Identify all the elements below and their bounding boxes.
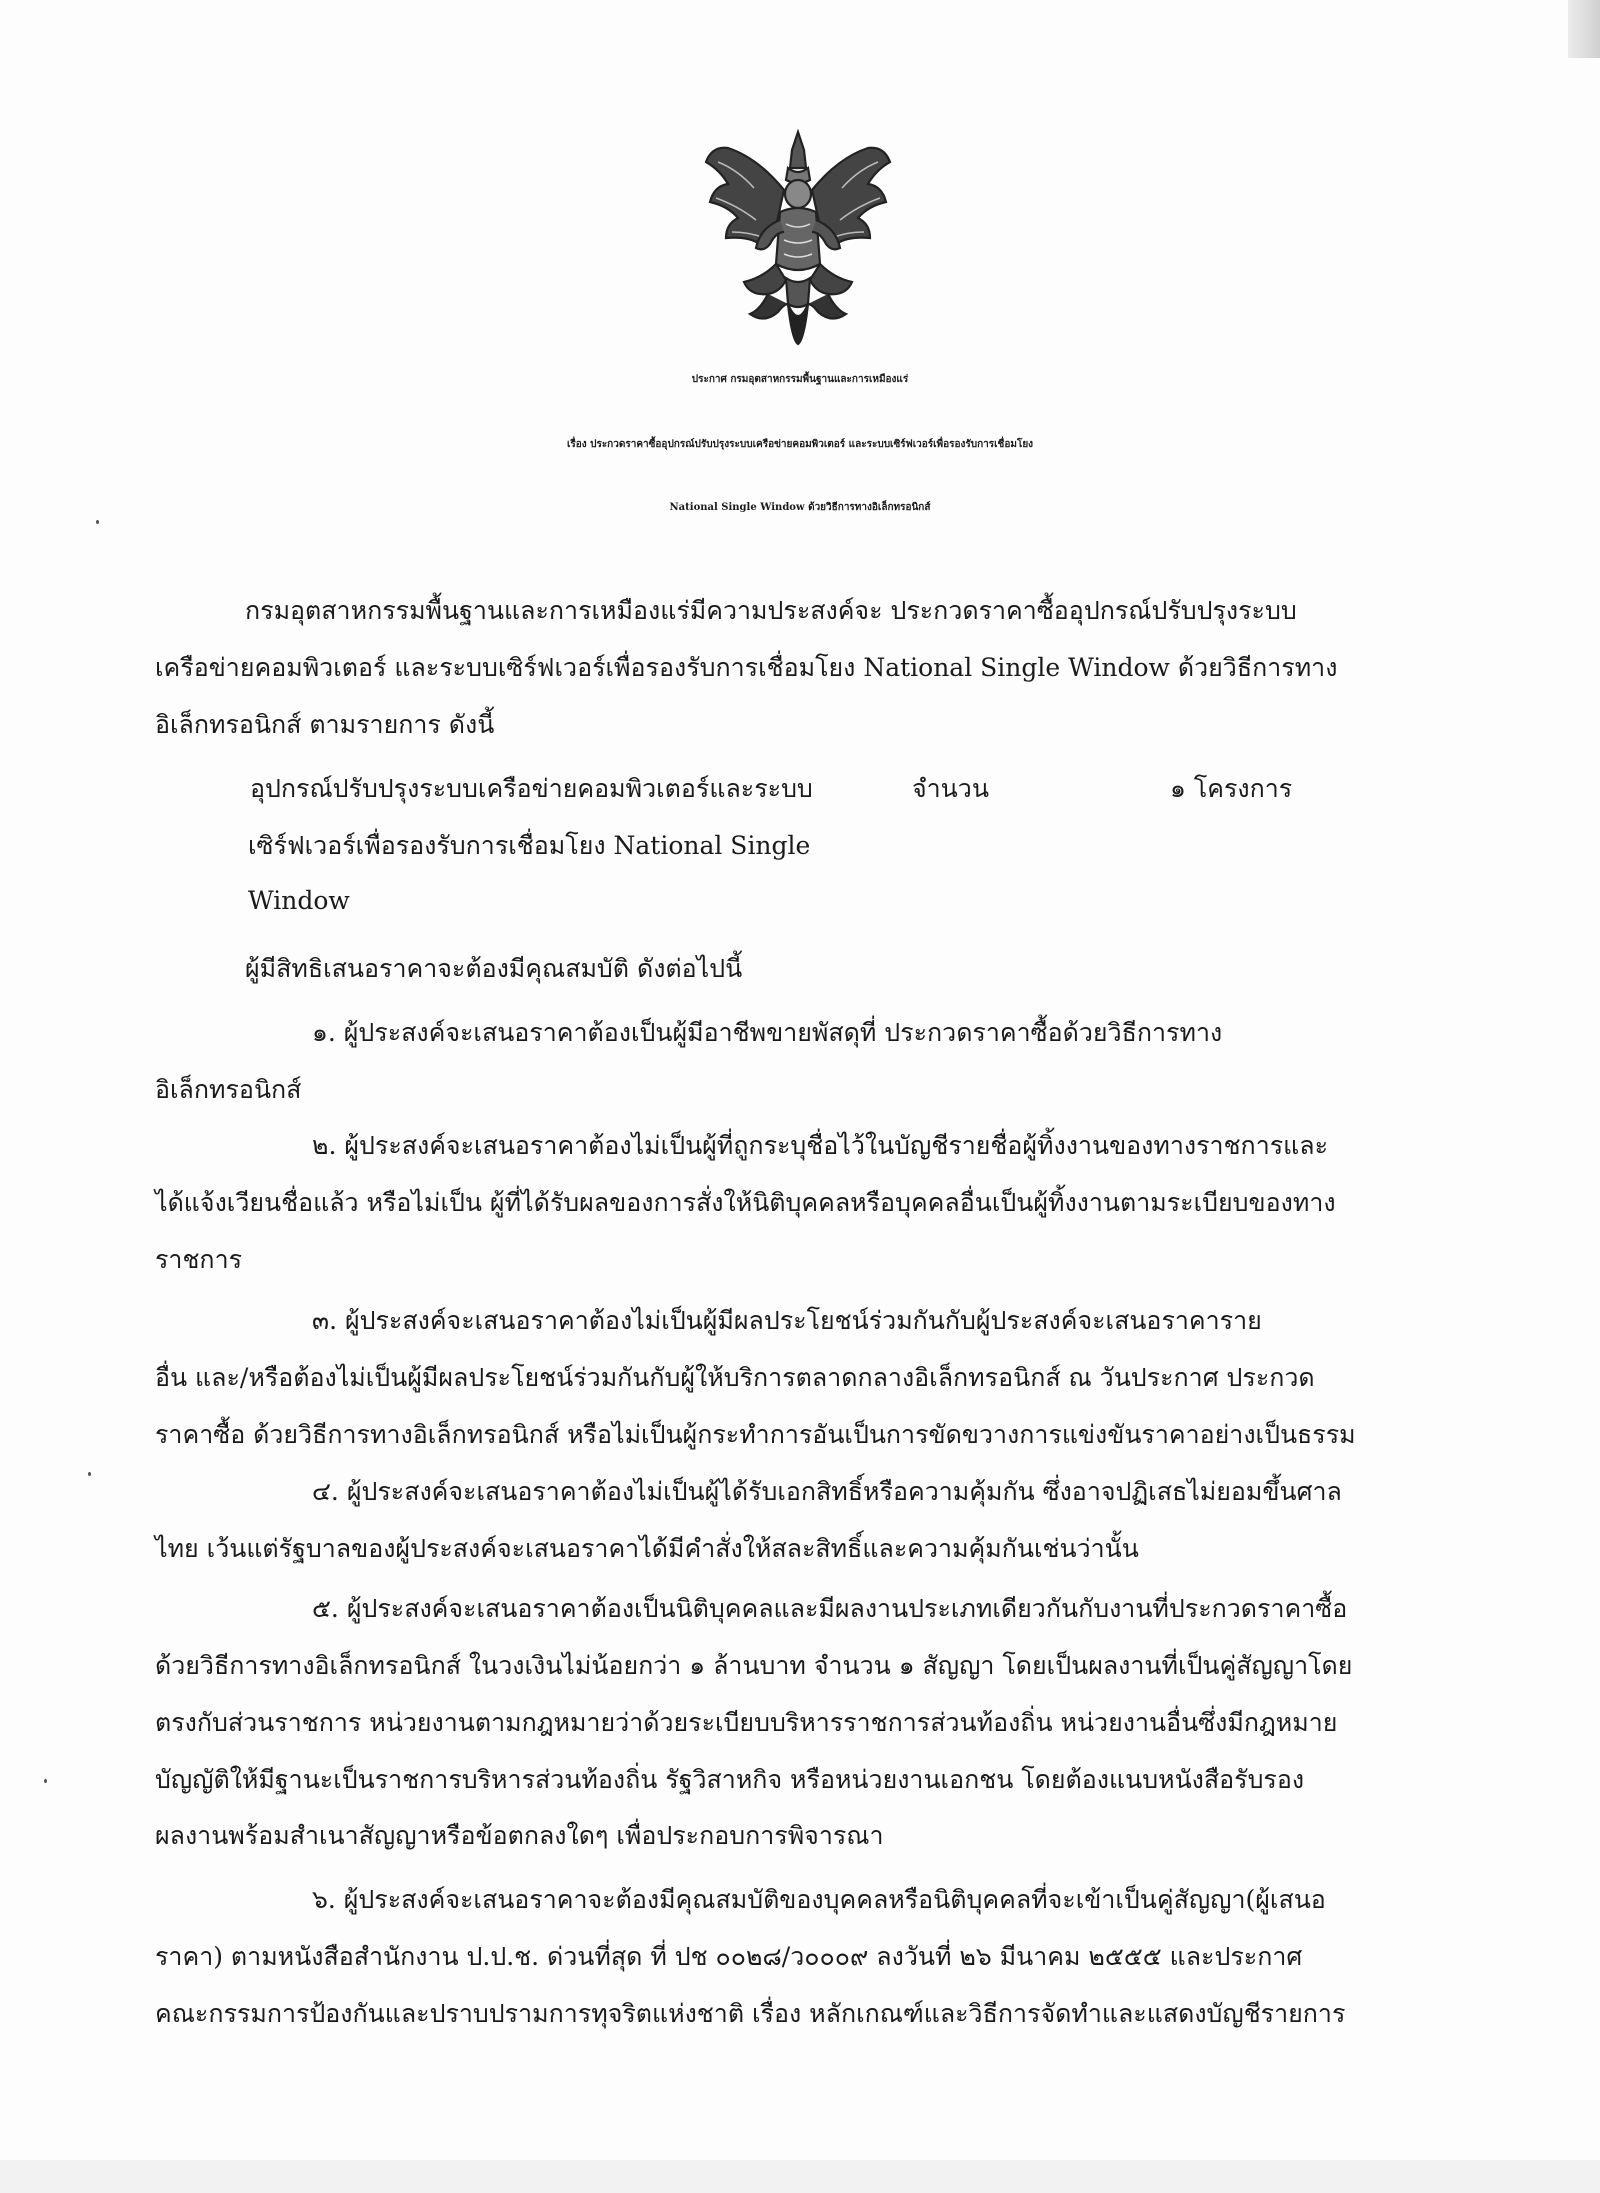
intro-line-2: เครือข่ายคอมพิวเตอร์ และระบบเซิร์ฟเวอร์เพื่อรองรับการเชื่อมโยง National Single Window ด้วยวิธีการทาง — [155, 653, 1338, 682]
subject-line-continued: National Single Window ด้วยวิธีการทางอิเล็กทรอนิกส์ — [669, 502, 931, 513]
clause-2-line-3: ราชการ — [155, 1245, 243, 1274]
clause-5-line-3: ตรงกับส่วนราชการ หน่วยงานตามกฎหมายว่าด้วยระเบียบบริหารราชการส่วนท้องถิ่น หน่วยงานอื่นซึ่งมีกฎหมาย — [155, 1708, 1338, 1737]
clause-3-line-2: อื่น และ/หรือต้องไม่เป็นผู้มีผลประโยชน์ร่วมกันกับผู้ให้บริการตลาดกลางอิเล็กทรอนิกส์ ณ วันประกาศ ประกวด — [155, 1363, 1315, 1392]
clause-3-line-1: ๓. ผู้ประสงค์จะเสนอราคาต้องไม่เป็นผู้มีผลประโยชน์ร่วมกันกับผู้ประสงค์จะเสนอราคาราย — [312, 1306, 1262, 1335]
scan-bottom-shadow — [0, 2160, 1600, 2193]
garuda-emblem-icon — [698, 128, 898, 346]
clause-5-line-5: ผลงานพร้อมสำเนาสัญญาหรือข้อตกลงใดๆ เพื่อประกอบการพิจารณา — [155, 1821, 884, 1850]
clause-6-line-3: คณะกรรมการป้องกันและปราบปรามการทุจริตแห่งชาติ เรื่อง หลักเกณฑ์และวิธีการจัดทำและแสดงบัญชีรายการ — [155, 1999, 1346, 2028]
item-description-line-2: เซิร์ฟเวอร์เพื่อรองรับการเชื่อมโยง National Single — [248, 831, 811, 860]
clause-2-line-2: ได้แจ้งเวียนชื่อแล้ว หรือไม่เป็น ผู้ที่ได้รับผลของการสั่งให้นิติบุคคลหรือบุคคลอื่นเป็นผู้ทิ้งงานตามระเบียบของทาง — [155, 1188, 1336, 1217]
intro-line-3: อิเล็กทรอนิกส์ ตามรายการ ดังนี้ — [155, 710, 495, 739]
scan-speck — [88, 1472, 91, 1476]
item-description-line-1: อุปกรณ์ปรับปรุงระบบเครือข่ายคอมพิวเตอร์และระบบ — [250, 774, 813, 803]
clause-3-line-3: ราคาซื้อ ด้วยวิธีการทางอิเล็กทรอนิกส์ หรือไม่เป็นผู้กระทำการอันเป็นการขัดขวางการแข่งขันราคาอย่างเป็นธรรม — [155, 1420, 1356, 1449]
qualifications-intro: ผู้มีสิทธิเสนอราคาจะต้องมีคุณสมบัติ ดังต่อไปนี้ — [245, 954, 743, 983]
intro-line-1: กรมอุตสาหกรรมพื้นฐานและการเหมืองแร่มีความประสงค์จะ ประกวดราคาซื้ออุปกรณ์ปรับปรุงระบบ — [245, 596, 1297, 625]
item-quantity-label: จำนวน — [912, 774, 989, 803]
clause-5-line-2: ด้วยวิธีการทางอิเล็กทรอนิกส์ ในวงเงินไม่น้อยกว่า ๑ ล้านบาท จำนวน ๑ สัญญา โดยเป็นผลงานที่เป็นคู่สัญญาโดย — [155, 1651, 1353, 1680]
clause-4-line-1: ๔. ผู้ประสงค์จะเสนอราคาต้องไม่เป็นผู้ได้รับเอกสิทธิ์หรือความคุ้มกัน ซึ่งอาจปฏิเสธไม่ยอมขึ้นศาล — [312, 1477, 1342, 1506]
clause-5-line-4: บัญญัติให้มีฐานะเป็นราชการบริหารส่วนท้องถิ่น รัฐวิสาหกิจ หรือหน่วยงานเอกชน โดยต้องแนบหนังสือรับรอง — [155, 1765, 1305, 1794]
scan-edge-shadow — [1568, 0, 1600, 58]
clause-1-line-1: ๑. ผู้ประสงค์จะเสนอราคาต้องเป็นผู้มีอาชีพขายพัสดุที่ ประกวดราคาซื้อด้วยวิธีการทาง — [312, 1018, 1223, 1047]
clause-6-line-1: ๖. ผู้ประสงค์จะเสนอราคาจะต้องมีคุณสมบัติของบุคคลหรือนิติบุคคลที่จะเข้าเป็นคู่สัญญา(ผู้เสนอ — [312, 1885, 1326, 1914]
clause-6-line-2: ราคา) ตามหนังสือสำนักงาน ป.ป.ช. ด่วนที่สุด ที่ ปช ๐๐๒๘/ว๐๐๐๙ ลงวันที่ ๒๖ มีนาคม ๒๕๕๕ และประกาศ — [155, 1942, 1303, 1971]
subject-line: เรื่อง ประกวดราคาซื้ออุปกรณ์ปรับปรุงระบบเครือข่ายคอมพิวเตอร์ และระบบเซิร์ฟเวอร์เพื่อรองรับการเชื่อมโยง — [566, 439, 1034, 450]
clause-1-line-2: อิเล็กทรอนิกส์ — [155, 1075, 302, 1104]
item-description-line-3: Window — [248, 886, 350, 915]
scan-speck — [96, 520, 99, 524]
scan-speck — [44, 1779, 47, 1783]
announcement-heading: ประกาศ กรมอุตสาหกรรมพื้นฐานและการเหมืองแร่ — [691, 374, 909, 385]
item-quantity-value: ๑ โครงการ — [1170, 774, 1293, 803]
clause-5-line-1: ๕. ผู้ประสงค์จะเสนอราคาต้องเป็นนิติบุคคลและมีผลงานประเภทเดียวกันกับงานที่ประกวดราคาซื้อ — [312, 1594, 1348, 1623]
clause-4-line-2: ไทย เว้นแต่รัฐบาลของผู้ประสงค์จะเสนอราคาได้มีคำสั่งให้สละสิทธิ์และความคุ้มกันเช่นว่านั้น — [155, 1534, 1139, 1563]
clause-2-line-1: ๒. ผู้ประสงค์จะเสนอราคาต้องไม่เป็นผู้ที่ถูกระบุชื่อไว้ในบัญชีรายชื่อผู้ทิ้งงานของทางราชการและ — [312, 1131, 1329, 1160]
